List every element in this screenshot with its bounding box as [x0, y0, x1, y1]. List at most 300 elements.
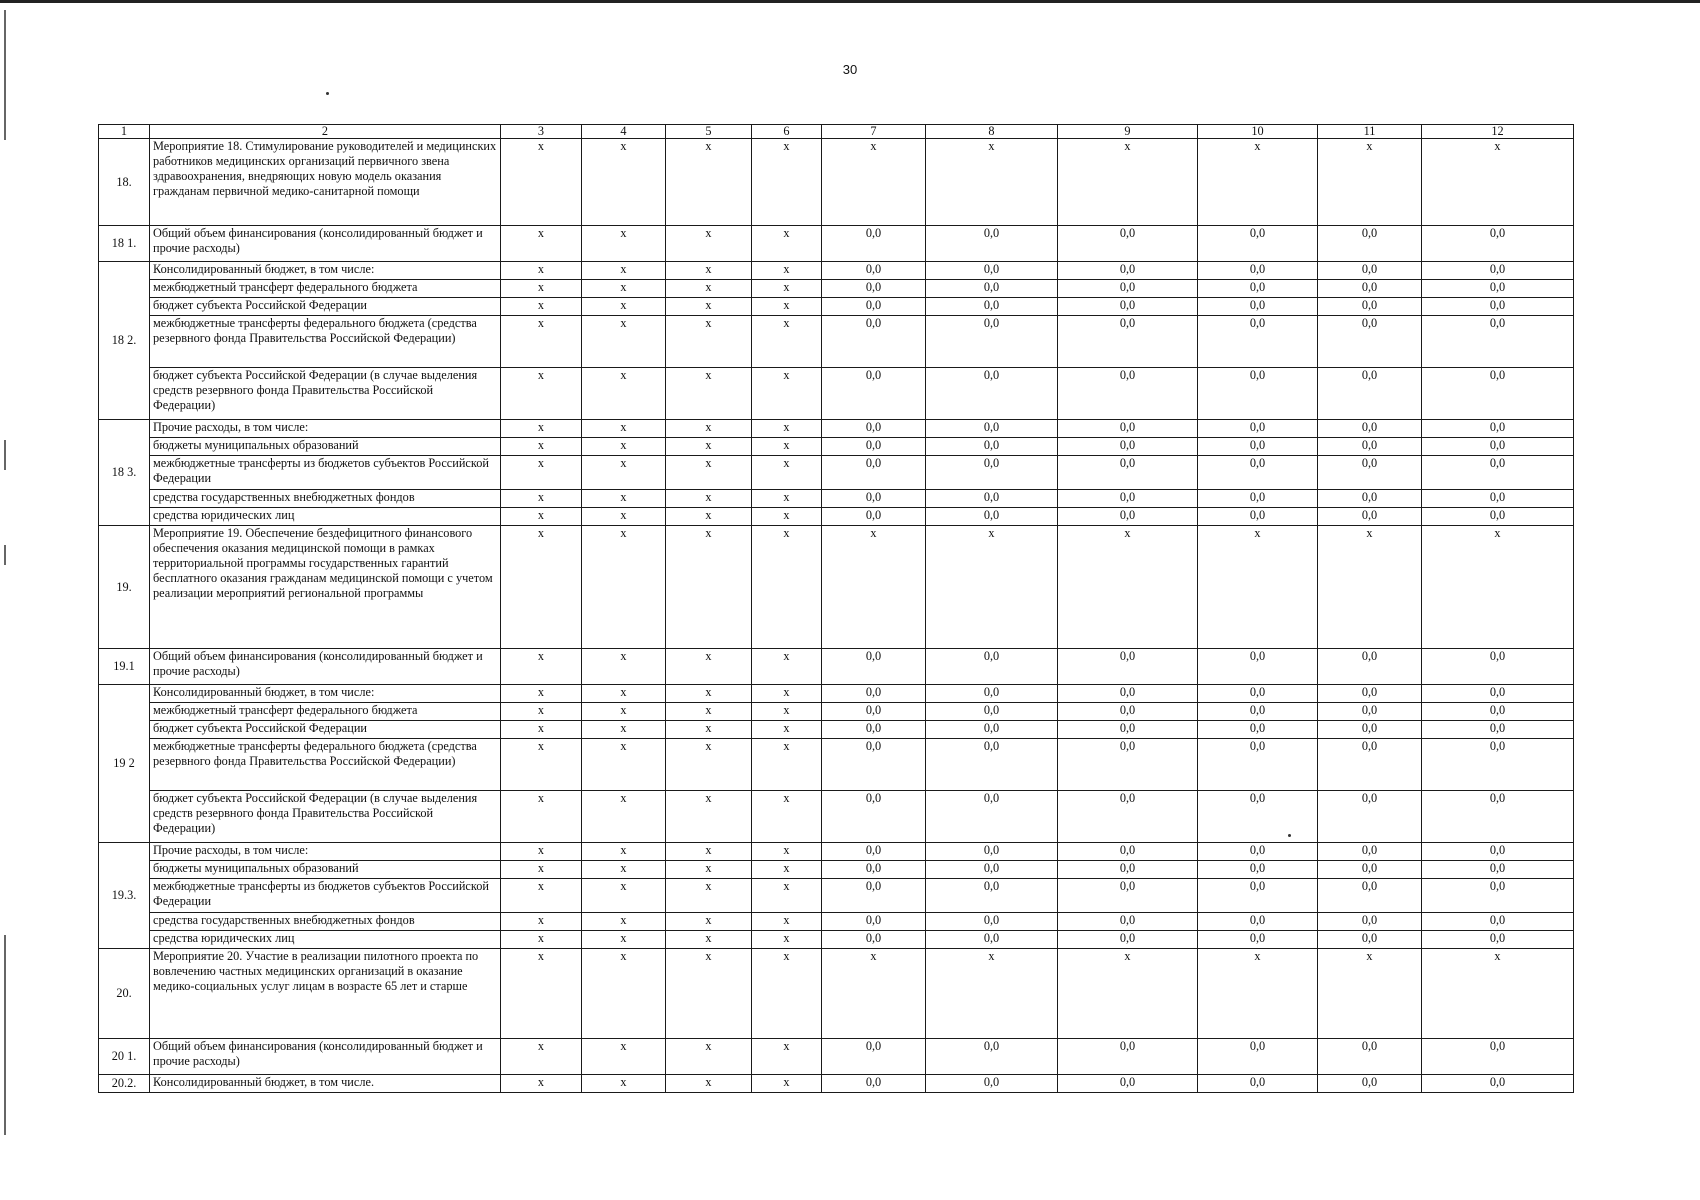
value-cell: 0,0: [822, 420, 926, 438]
value-cell: 0,0: [1422, 490, 1574, 508]
value-cell: 0,0: [926, 685, 1058, 703]
value-cell: x: [926, 526, 1058, 649]
value-cell: 0,0: [1058, 913, 1198, 931]
value-cell: 0,0: [1198, 316, 1318, 368]
value-cell: 0,0: [1318, 843, 1422, 861]
value-cell: 0,0: [926, 861, 1058, 879]
value-cell: 0,0: [1318, 879, 1422, 913]
value-cell: x: [752, 139, 822, 226]
value-cell: x: [752, 861, 822, 879]
row-label: бюджеты муниципальных образований: [150, 438, 501, 456]
value-cell: x: [501, 739, 582, 791]
item-number: 18.: [99, 139, 150, 226]
value-cell: x: [501, 490, 582, 508]
value-cell: 0,0: [1198, 861, 1318, 879]
value-cell: 0,0: [822, 843, 926, 861]
row-label: Общий объем финансирования (консолидированный бюджет и прочие расходы): [150, 1039, 501, 1075]
row-label: Мероприятие 19. Обеспечение бездефицитного финансового обеспечения оказания медицинской помощи в рамках территориальной программы государственных гарантий бесплатного оказания гражданам медицинской помощи с учетом реализации мероприятий региональной программы: [150, 526, 501, 649]
value-cell: 0,0: [926, 791, 1058, 843]
value-cell: x: [582, 420, 666, 438]
value-cell: 0,0: [1422, 280, 1574, 298]
value-cell: x: [752, 316, 822, 368]
item-number: 18 2.: [99, 262, 150, 420]
value-cell: x: [582, 703, 666, 721]
row-label: Прочие расходы, в том числе:: [150, 420, 501, 438]
value-cell: x: [582, 490, 666, 508]
value-cell: 0,0: [1318, 490, 1422, 508]
value-cell: x: [666, 861, 752, 879]
value-cell: x: [752, 685, 822, 703]
table-row: [99, 508, 1574, 526]
value-cell: x: [666, 368, 752, 420]
value-cell: x: [501, 791, 582, 843]
row-label: бюджет субъекта Российской Федерации: [150, 298, 501, 316]
value-cell: x: [582, 438, 666, 456]
value-cell: x: [582, 280, 666, 298]
table-row: [99, 139, 1574, 226]
column-number-1: 1: [99, 125, 150, 139]
value-cell: x: [582, 913, 666, 931]
value-cell: x: [752, 843, 822, 861]
value-cell: 0,0: [1422, 226, 1574, 262]
table-row: [99, 1039, 1574, 1075]
value-cell: 0,0: [822, 1075, 926, 1093]
value-cell: 0,0: [1422, 703, 1574, 721]
value-cell: 0,0: [1318, 508, 1422, 526]
row-label: бюджет субъекта Российской Федерации: [150, 721, 501, 739]
value-cell: x: [666, 913, 752, 931]
value-cell: x: [666, 226, 752, 262]
value-cell: 0,0: [822, 739, 926, 791]
column-number-8: 8: [926, 125, 1058, 139]
value-cell: x: [501, 526, 582, 649]
item-number: 19.1: [99, 649, 150, 685]
value-cell: x: [582, 931, 666, 949]
value-cell: x: [501, 931, 582, 949]
value-cell: 0,0: [822, 879, 926, 913]
item-number: 20 1.: [99, 1039, 150, 1075]
value-cell: 0,0: [822, 316, 926, 368]
value-cell: x: [501, 1039, 582, 1075]
value-cell: x: [752, 931, 822, 949]
value-cell: x: [822, 949, 926, 1039]
value-cell: x: [582, 649, 666, 685]
value-cell: x: [582, 368, 666, 420]
value-cell: 0,0: [1318, 280, 1422, 298]
row-label: бюджет субъекта Российской Федерации (в случае выделения средств резервного фонда Правительства Российской Федерации): [150, 368, 501, 420]
value-cell: 0,0: [1318, 649, 1422, 685]
value-cell: 0,0: [1318, 913, 1422, 931]
value-cell: x: [752, 456, 822, 490]
value-cell: 0,0: [1422, 739, 1574, 791]
column-number-7: 7: [822, 125, 926, 139]
value-cell: 0,0: [822, 791, 926, 843]
table-row: [99, 316, 1574, 368]
table-row: [99, 949, 1574, 1039]
table-row: [99, 280, 1574, 298]
table-row: [99, 721, 1574, 739]
item-number: 18 3.: [99, 420, 150, 526]
value-cell: 0,0: [822, 685, 926, 703]
row-label: Консолидированный бюджет, в том числе:: [150, 262, 501, 280]
value-cell: x: [1318, 949, 1422, 1039]
value-cell: 0,0: [1198, 1075, 1318, 1093]
scan-edge-mark: [4, 545, 6, 565]
value-cell: 0,0: [1058, 739, 1198, 791]
value-cell: 0,0: [1422, 298, 1574, 316]
value-cell: x: [501, 298, 582, 316]
value-cell: x: [752, 298, 822, 316]
value-cell: 0,0: [926, 843, 1058, 861]
value-cell: 0,0: [1198, 931, 1318, 949]
value-cell: x: [582, 1075, 666, 1093]
value-cell: 0,0: [926, 490, 1058, 508]
item-number: 18 1.: [99, 226, 150, 262]
value-cell: 0,0: [1318, 368, 1422, 420]
value-cell: x: [666, 879, 752, 913]
value-cell: x: [752, 1039, 822, 1075]
value-cell: x: [666, 280, 752, 298]
value-cell: x: [501, 913, 582, 931]
value-cell: 0,0: [822, 721, 926, 739]
value-cell: 0,0: [822, 703, 926, 721]
value-cell: 0,0: [1422, 791, 1574, 843]
value-cell: 0,0: [1422, 316, 1574, 368]
value-cell: x: [752, 791, 822, 843]
value-cell: 0,0: [926, 913, 1058, 931]
value-cell: x: [822, 139, 926, 226]
value-cell: 0,0: [1422, 420, 1574, 438]
value-cell: x: [501, 721, 582, 739]
value-cell: x: [666, 1039, 752, 1075]
value-cell: 0,0: [1058, 931, 1198, 949]
value-cell: x: [582, 298, 666, 316]
column-number-10: 10: [1198, 125, 1318, 139]
row-label: межбюджетный трансферт федерального бюджета: [150, 703, 501, 721]
row-label: бюджет субъекта Российской Федерации (в случае выделения средств резервного фонда Правительства Российской Федерации): [150, 791, 501, 843]
value-cell: x: [1198, 139, 1318, 226]
table-row: [99, 226, 1574, 262]
value-cell: x: [666, 739, 752, 791]
value-cell: 0,0: [1058, 316, 1198, 368]
value-cell: x: [582, 879, 666, 913]
value-cell: x: [752, 438, 822, 456]
table-row: [99, 843, 1574, 861]
table-row: [99, 438, 1574, 456]
value-cell: 0,0: [1198, 685, 1318, 703]
column-number-6: 6: [752, 125, 822, 139]
value-cell: 0,0: [1198, 262, 1318, 280]
value-cell: 0,0: [1318, 721, 1422, 739]
value-cell: 0,0: [1058, 843, 1198, 861]
value-cell: x: [666, 843, 752, 861]
value-cell: 0,0: [1318, 298, 1422, 316]
value-cell: x: [582, 526, 666, 649]
value-cell: x: [666, 931, 752, 949]
value-cell: 0,0: [822, 438, 926, 456]
value-cell: 0,0: [926, 721, 1058, 739]
value-cell: 0,0: [926, 703, 1058, 721]
value-cell: x: [752, 526, 822, 649]
value-cell: 0,0: [1318, 861, 1422, 879]
value-cell: 0,0: [1058, 879, 1198, 913]
value-cell: x: [582, 316, 666, 368]
value-cell: x: [1198, 949, 1318, 1039]
value-cell: 0,0: [926, 649, 1058, 685]
value-cell: x: [666, 526, 752, 649]
column-number-12: 12: [1422, 125, 1574, 139]
row-label: межбюджетные трансферты федерального бюджета (средства резервного фонда Правительства Российской Федерации): [150, 316, 501, 368]
value-cell: x: [582, 861, 666, 879]
value-cell: 0,0: [1422, 262, 1574, 280]
value-cell: 0,0: [1058, 420, 1198, 438]
value-cell: 0,0: [926, 226, 1058, 262]
page-number: 30: [842, 62, 858, 77]
table-row: [99, 931, 1574, 949]
value-cell: 0,0: [1058, 438, 1198, 456]
value-cell: 0,0: [1422, 1075, 1574, 1093]
value-cell: x: [666, 508, 752, 526]
value-cell: 0,0: [1198, 298, 1318, 316]
table-row: [99, 649, 1574, 685]
value-cell: 0,0: [1318, 791, 1422, 843]
value-cell: x: [666, 649, 752, 685]
value-cell: x: [666, 490, 752, 508]
value-cell: 0,0: [822, 913, 926, 931]
value-cell: x: [1058, 526, 1198, 649]
value-cell: x: [1198, 526, 1318, 649]
row-label: межбюджетные трансферты из бюджетов субъектов Российской Федерации: [150, 879, 501, 913]
value-cell: 0,0: [1198, 843, 1318, 861]
page-top-border: [0, 0, 1700, 3]
value-cell: x: [582, 949, 666, 1039]
scan-edge-mark: [4, 440, 6, 470]
column-number-2: 2: [150, 125, 501, 139]
value-cell: 0,0: [1198, 420, 1318, 438]
value-cell: x: [582, 739, 666, 791]
value-cell: 0,0: [822, 298, 926, 316]
value-cell: 0,0: [1318, 1075, 1422, 1093]
table-row: [99, 703, 1574, 721]
table-row: [99, 913, 1574, 931]
value-cell: 0,0: [1318, 456, 1422, 490]
value-cell: x: [752, 649, 822, 685]
value-cell: x: [666, 139, 752, 226]
value-cell: x: [501, 508, 582, 526]
row-label: Прочие расходы, в том числе:: [150, 843, 501, 861]
value-cell: 0,0: [1058, 721, 1198, 739]
item-number: 19.3.: [99, 843, 150, 949]
value-cell: x: [582, 262, 666, 280]
value-cell: 0,0: [1422, 879, 1574, 913]
value-cell: 0,0: [926, 280, 1058, 298]
value-cell: x: [1058, 139, 1198, 226]
value-cell: 0,0: [1198, 649, 1318, 685]
value-cell: x: [752, 739, 822, 791]
table-row: [99, 861, 1574, 879]
value-cell: x: [501, 649, 582, 685]
value-cell: x: [582, 721, 666, 739]
column-number-5: 5: [666, 125, 752, 139]
financing-table: [98, 124, 1574, 1093]
value-cell: x: [501, 420, 582, 438]
value-cell: 0,0: [926, 456, 1058, 490]
value-cell: 0,0: [1198, 1039, 1318, 1075]
scan-speck: [326, 92, 329, 95]
value-cell: 0,0: [822, 262, 926, 280]
value-cell: 0,0: [1198, 368, 1318, 420]
value-cell: 0,0: [1058, 298, 1198, 316]
value-cell: x: [582, 456, 666, 490]
table-row: [99, 1075, 1574, 1093]
value-cell: 0,0: [1198, 721, 1318, 739]
row-label: межбюджетные трансферты из бюджетов субъектов Российской Федерации: [150, 456, 501, 490]
value-cell: 0,0: [926, 739, 1058, 791]
value-cell: 0,0: [1058, 1039, 1198, 1075]
value-cell: x: [582, 685, 666, 703]
value-cell: x: [582, 139, 666, 226]
value-cell: 0,0: [1198, 739, 1318, 791]
value-cell: x: [666, 685, 752, 703]
value-cell: x: [582, 791, 666, 843]
value-cell: 0,0: [822, 456, 926, 490]
value-cell: 0,0: [926, 1075, 1058, 1093]
value-cell: 0,0: [1198, 438, 1318, 456]
value-cell: 0,0: [1318, 316, 1422, 368]
column-number-4: 4: [582, 125, 666, 139]
value-cell: x: [752, 226, 822, 262]
table-row: [99, 368, 1574, 420]
value-cell: x: [926, 949, 1058, 1039]
value-cell: 0,0: [926, 438, 1058, 456]
value-cell: x: [501, 438, 582, 456]
value-cell: 0,0: [1198, 456, 1318, 490]
value-cell: 0,0: [1318, 420, 1422, 438]
value-cell: 0,0: [1422, 931, 1574, 949]
value-cell: 0,0: [822, 490, 926, 508]
item-number: 20.2.: [99, 1075, 150, 1093]
table-row: [99, 298, 1574, 316]
value-cell: 0,0: [1058, 490, 1198, 508]
value-cell: 0,0: [926, 298, 1058, 316]
value-cell: x: [501, 879, 582, 913]
value-cell: 0,0: [1058, 456, 1198, 490]
value-cell: 0,0: [1058, 508, 1198, 526]
column-number-11: 11: [1318, 125, 1422, 139]
value-cell: x: [666, 262, 752, 280]
value-cell: x: [752, 949, 822, 1039]
value-cell: 0,0: [926, 508, 1058, 526]
value-cell: 0,0: [926, 316, 1058, 368]
row-label: межбюджетный трансферт федерального бюджета: [150, 280, 501, 298]
value-cell: 0,0: [1198, 280, 1318, 298]
value-cell: 0,0: [1058, 649, 1198, 685]
value-cell: 0,0: [1198, 508, 1318, 526]
value-cell: 0,0: [1422, 649, 1574, 685]
table-row: [99, 879, 1574, 913]
value-cell: 0,0: [822, 226, 926, 262]
value-cell: x: [582, 508, 666, 526]
value-cell: 0,0: [1198, 791, 1318, 843]
value-cell: x: [752, 879, 822, 913]
value-cell: 0,0: [926, 420, 1058, 438]
value-cell: 0,0: [1318, 226, 1422, 262]
value-cell: 0,0: [822, 931, 926, 949]
value-cell: x: [582, 1039, 666, 1075]
value-cell: x: [501, 280, 582, 298]
value-cell: x: [666, 791, 752, 843]
table-row: [99, 739, 1574, 791]
scan-edge-mark: [4, 935, 6, 1135]
value-cell: x: [501, 226, 582, 262]
value-cell: x: [501, 139, 582, 226]
column-number-row: [99, 125, 1574, 139]
value-cell: 0,0: [1422, 438, 1574, 456]
column-number-3: 3: [501, 125, 582, 139]
value-cell: x: [1318, 526, 1422, 649]
value-cell: x: [926, 139, 1058, 226]
row-label: Общий объем финансирования (консолидированный бюджет и прочие расходы): [150, 649, 501, 685]
value-cell: 0,0: [1422, 913, 1574, 931]
value-cell: x: [752, 420, 822, 438]
value-cell: 0,0: [1198, 490, 1318, 508]
row-label: Консолидированный бюджет, в том числе:: [150, 685, 501, 703]
value-cell: x: [1422, 139, 1574, 226]
value-cell: 0,0: [822, 1039, 926, 1075]
value-cell: 0,0: [1318, 685, 1422, 703]
value-cell: 0,0: [1058, 703, 1198, 721]
value-cell: x: [666, 721, 752, 739]
value-cell: x: [752, 721, 822, 739]
table-row: [99, 456, 1574, 490]
row-label: Консолидированный бюджет, в том числе.: [150, 1075, 501, 1093]
value-cell: x: [752, 262, 822, 280]
value-cell: 0,0: [1198, 913, 1318, 931]
row-label: средства юридических лиц: [150, 508, 501, 526]
value-cell: 0,0: [926, 368, 1058, 420]
table-row: [99, 685, 1574, 703]
value-cell: x: [822, 526, 926, 649]
value-cell: x: [501, 368, 582, 420]
value-cell: 0,0: [926, 1039, 1058, 1075]
value-cell: x: [752, 913, 822, 931]
value-cell: 0,0: [822, 649, 926, 685]
value-cell: x: [1318, 139, 1422, 226]
row-label: средства государственных внебюджетных фондов: [150, 913, 501, 931]
value-cell: 0,0: [1058, 1075, 1198, 1093]
value-cell: 0,0: [1198, 879, 1318, 913]
value-cell: 0,0: [1422, 843, 1574, 861]
value-cell: 0,0: [926, 879, 1058, 913]
value-cell: x: [666, 949, 752, 1039]
value-cell: x: [752, 368, 822, 420]
row-label: Мероприятие 20. Участие в реализации пилотного проекта по вовлечению частных медицинских организаций в оказание медико-социальных услуг лицам в возрасте 65 лет и старше: [150, 949, 501, 1039]
value-cell: 0,0: [822, 861, 926, 879]
value-cell: x: [582, 226, 666, 262]
value-cell: 0,0: [1422, 721, 1574, 739]
value-cell: 0,0: [926, 262, 1058, 280]
value-cell: x: [666, 298, 752, 316]
value-cell: x: [666, 438, 752, 456]
value-cell: 0,0: [1058, 861, 1198, 879]
value-cell: 0,0: [1318, 1039, 1422, 1075]
value-cell: x: [752, 1075, 822, 1093]
value-cell: x: [666, 456, 752, 490]
row-label: средства государственных внебюджетных фондов: [150, 490, 501, 508]
value-cell: x: [1422, 949, 1574, 1039]
column-number-9: 9: [1058, 125, 1198, 139]
value-cell: 0,0: [1318, 703, 1422, 721]
